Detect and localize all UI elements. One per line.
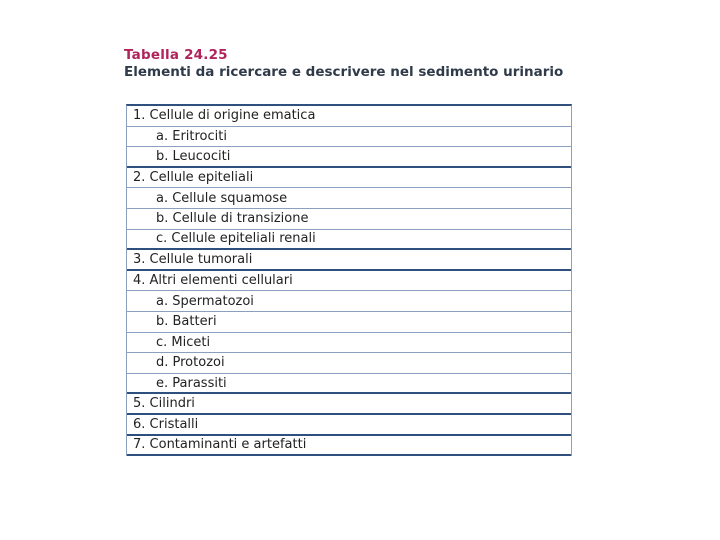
table-row-category: 6. Cristalli xyxy=(127,415,571,436)
table-row-category: 2. Cellule epiteliali xyxy=(127,168,571,189)
table-row-category: 5. Cilindri xyxy=(127,394,571,415)
table-row-subitem: a. Cellule squamose xyxy=(127,188,571,209)
table-number: Tabella 24.25 xyxy=(124,47,228,63)
table-row-category: 7. Contaminanti e artefatti xyxy=(127,436,571,457)
table-body xyxy=(126,104,572,456)
table-row-category: 3. Cellule tumorali xyxy=(127,250,571,271)
table-row-subitem: b. Batteri xyxy=(127,312,571,333)
table-row-subitem: a. Spermatozoi xyxy=(127,291,571,312)
table-row-subitem: b. Leucociti xyxy=(127,147,571,168)
table-figure xyxy=(124,46,572,453)
table-title: Elementi da ricercare e descrivere nel sedimento urinario xyxy=(124,64,564,80)
table-row-subitem: b. Cellule di transizione xyxy=(127,209,571,230)
table-row-subitem: e. Parassiti xyxy=(127,374,571,395)
table-row-category: 1. Cellule di origine ematica xyxy=(127,106,571,127)
table-row-subitem: c. Cellule epiteliali renali xyxy=(127,230,571,251)
table-row-category: 4. Altri elementi cellulari xyxy=(127,271,571,292)
table-row-subitem: d. Protozoi xyxy=(127,353,571,374)
table-row-subitem: a. Eritrociti xyxy=(127,127,571,148)
table-row-subitem: c. Miceti xyxy=(127,333,571,354)
